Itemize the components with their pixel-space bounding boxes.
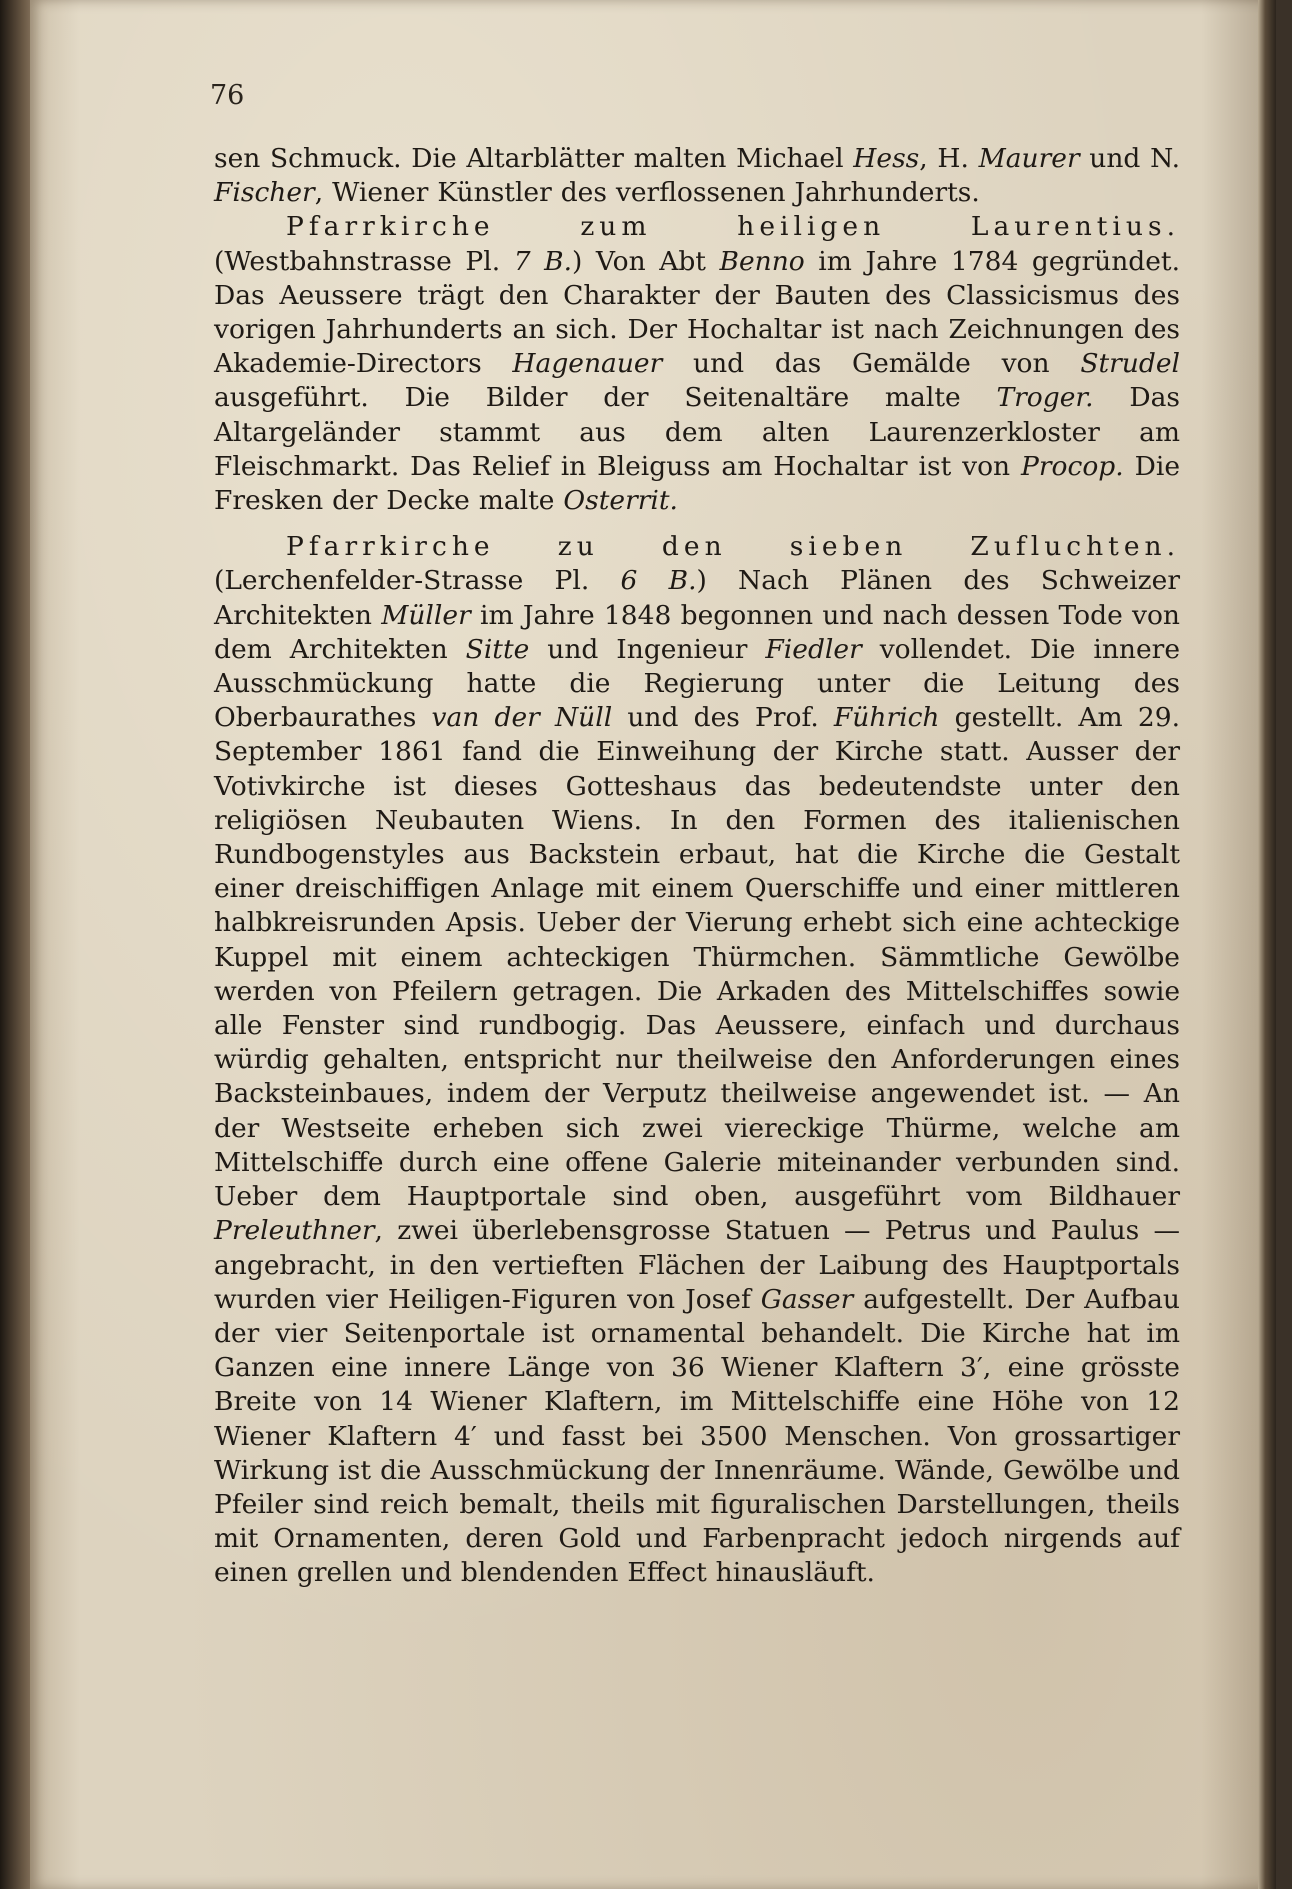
- person-name: Müller: [381, 599, 471, 631]
- person-name: Strudel: [1080, 348, 1180, 380]
- section-heading: Pfarrkirche zu den sieben Zufluchten.: [286, 531, 1180, 563]
- map-reference: 6 B.: [620, 565, 697, 597]
- person-name: Führich: [833, 702, 940, 734]
- paragraph-sieben-zufluchten: Pfarrkirche zu den sieben Zufluchten. (Lerchenfelder-Strasse Pl. 6 B.) Nach Plänen des Schweizer Architekten Müller im Jahre 1848 begonnen und nach dessen Tode von dem Architekten Sitte und Ingenieur Fiedler vollendet. Die innere Ausschmückung hatte die Regierung unter die Leitung des Oberbaurathes van der Nüll und des Prof. Führich gestellt. Am 29. September 1861 fand die Einweihung der Kirche statt. Ausser der Votivkirche ist dieses Gotteshaus das bedeutendste unter den religiösen Neubauten Wiens. In den Formen des italienischen Rundbogenstyles aus Backstein erbaut, hat die Kirche die Gestalt einer dreischiffigen Anlage mit einem Querschiffe und einer mittleren halbkreisrunden Apsis. Ueber der Vierung erhebt sich eine achteckige Kuppel mit einem achteckigen Thürmchen. Sämmtliche Gewölbe werden von Pfeilern getragen. Die Arkaden des Mittelschiffes sowie alle Fenster sind rundbogig. Das Aeussere, einfach und durchaus würdig gehalten, entspricht nur theilweise den Anforderungen eines Backsteinbaues, indem der Verputz theilweise angewendet ist. — An der Westseite erheben sich zwei viereckige Thürme, welche am Mittelschiffe durch eine offene Galerie miteinander verbunden sind. Ueber dem Hauptportale sind oben, ausgeführt vom Bildhauer Preleuthner, zwei überlebensgrosse Statuen — Petrus und Paulus — angebracht, in den vertieften Flächen der Laibung des Hauptportals wurden vier Heiligen-Figuren von Josef Gasser aufgestellt. Der Aufbau der vier Seitenportale ist ornamental behandelt. Die Kirche hat im Ganzen eine innere Länge von 36 Wiener Klaftern 3′, eine grösste Breite von 14 Wiener Klaftern, im Mittelschiffe eine Höhe von 12 Wiener Klaftern 4′ und fasst bei 3500 Menschen. Von grossartiger Wirkung ist die Ausschmückung der Innenräume. Wände, Gewölbe und Pfeiler sind reich bemalt, theils mit figuralischen Darstellungen, theils mit Ornamenten, deren Gold und Farbenpracht jedoch nirgends auf einen grellen und blendenden Effect hinausläuft.: [214, 531, 1181, 1589]
- person-name: Hagenauer: [512, 348, 663, 380]
- page-number: 76: [210, 80, 245, 111]
- person-name: Troger.: [996, 382, 1094, 414]
- body-text: [214, 142, 1180, 1591]
- page-edge: [1258, 0, 1276, 1889]
- artist-name: Maurer: [978, 143, 1080, 174]
- artist-name: Fischer: [214, 177, 315, 209]
- map-reference: 7 B.: [513, 245, 573, 277]
- person-name: Sitte: [465, 633, 530, 665]
- person-name: Preleuthner: [214, 1215, 375, 1247]
- person-name: Procop.: [1021, 450, 1124, 482]
- paragraph-laurentius: Pfarrkirche zum heiligen Laurentius. (Westbahnstrasse Pl. 7 B.) Von Abt Benno im Jahre 1784 gegründet. Das Aeussere trägt den Charakter der Bauten des Classicismus des vorigen Jahrhunderts an sich. Der Hochaltar ist nach Zeichnungen des Akademie-Directors Hagenauer und das Gemälde von Strudel ausgeführt. Die Bilder der Seitenaltäre malte Troger. Das Altargeländer stammt aus dem alten Laurenzerkloster am Fleischmarkt. Das Relief in Bleiguss am Hochaltar ist von Procop. Die Fresken der Decke malte Osterrit.: [214, 211, 1181, 517]
- artist-name: Hess: [853, 143, 920, 174]
- section-heading: Pfarrkirche zum heiligen Laurentius.: [286, 211, 1180, 243]
- person-name: Osterrit.: [563, 485, 678, 517]
- book-spine: [0, 0, 34, 1889]
- paragraph-continuation: sen Schmuck. Die Altarblätter malten Michael Hess, H. Maurer und N. Fischer, Wiener Künstler des verflossenen Jahrhunderts.: [214, 143, 1180, 209]
- person-name: Gasser: [760, 1283, 854, 1315]
- person-name: Fiedler: [765, 633, 862, 665]
- person-name: Benno: [719, 245, 805, 277]
- person-name: van der Nüll: [431, 702, 613, 734]
